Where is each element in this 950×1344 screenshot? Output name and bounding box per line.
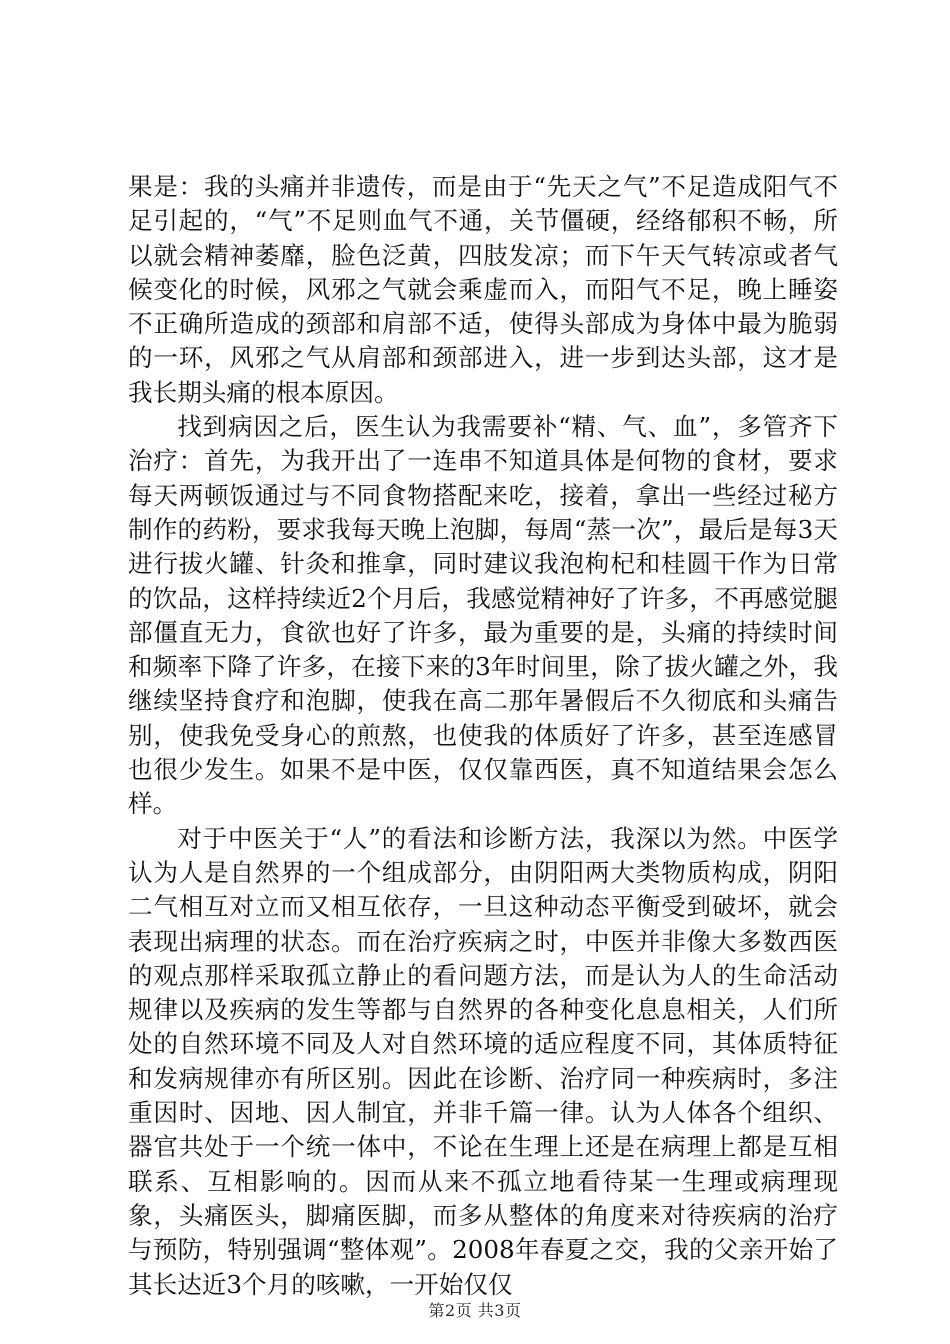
page-footer: 第2页 共3页	[428, 1301, 522, 1320]
body-text	[128, 170, 838, 1302]
paragraph-1: 果是：我的头痛并非遗传，而是由于“先天之气”不足造成阳气不足引起的，“气”不足则血气不通，关节僵硬，经络郁积不畅，所以就会精神萎靡，脸色泛黄，四肢发凉；而下午天气转凉或者气候变化的时候，风邪之气就会乘虚而入，而阳气不足，晚上睡姿不正确所造成的颈部和肩部不适，使得头部成为身体中最为脆弱的一环，风邪之气从肩部和颈部进入，进一步到达头部，这才是我长期头痛的根本原因。	[128, 172, 838, 407]
paragraph-3: 对于中医关于“人”的看法和诊断方法，我深以为然。中医学认为人是自然界的一个组成部分，由阴阳两大类物质构成，阴阳二气相互对立而又相互依存，一旦这种动态平衡受到破坏，就会表现出病理的状态。而在治疗疾病之时，中医并非像大多数西医的观点那样采取孤立静止的看问题方法，而是认为人的生命活动规律以及疾病的发生等都与自然界的各种变化息息相关，人们所处的自然环境不同及人对自然环境的适应程度不同，其体质特征和发病规律亦有所区别。因此在诊断、治疗同一种疾病时，多注重因时、因地、因人制宜，并非千篇一律。认为人体各个组织、器官共处于一个统一体中，不论在生理上还是在病理上都是互相联系、互相影响的。因而从来不孤立地看待某一生理或病理现象，头痛医头，脚痛医脚，而多从整体的角度来对待疾病的治疗与预防，特别强调“整体观”。2008年春夏之交，我的父亲开始了其长达近3个月的咳嗽，一开始仅仅	[128, 823, 838, 1299]
paragraph-2: 找到病因之后，医生认为我需要补“精、气、血”，多管齐下治疗：首先，为我开出了一连串不知道具体是何物的食材，要求每天两顿饭通过与不同食物搭配来吃，接着，拿出一些经过秘方制作的药粉，要求我每天晚上泡脚，每周“蒸一次”，最后是每3天进行拔火罐、针灸和推拿，同时建议我泡枸杞和桂圆干作为日常的饮品，这样持续近2个月后，我感觉精神好了许多，不再感觉腿部僵直无力，食欲也好了许多，最为重要的是，头痛的持续时间和频率下降了许多，在接下来的3年时间里，除了拔火罐之外，我继续坚持食疗和泡脚，使我在高二那年暑假后不久彻底和头痛告别，使我免受身心的煎熬，也使我的体质好了许多，甚至连感冒也很少发生。如果不是中医，仅仅靠西医，真不知道结果会怎么样。	[128, 412, 838, 819]
